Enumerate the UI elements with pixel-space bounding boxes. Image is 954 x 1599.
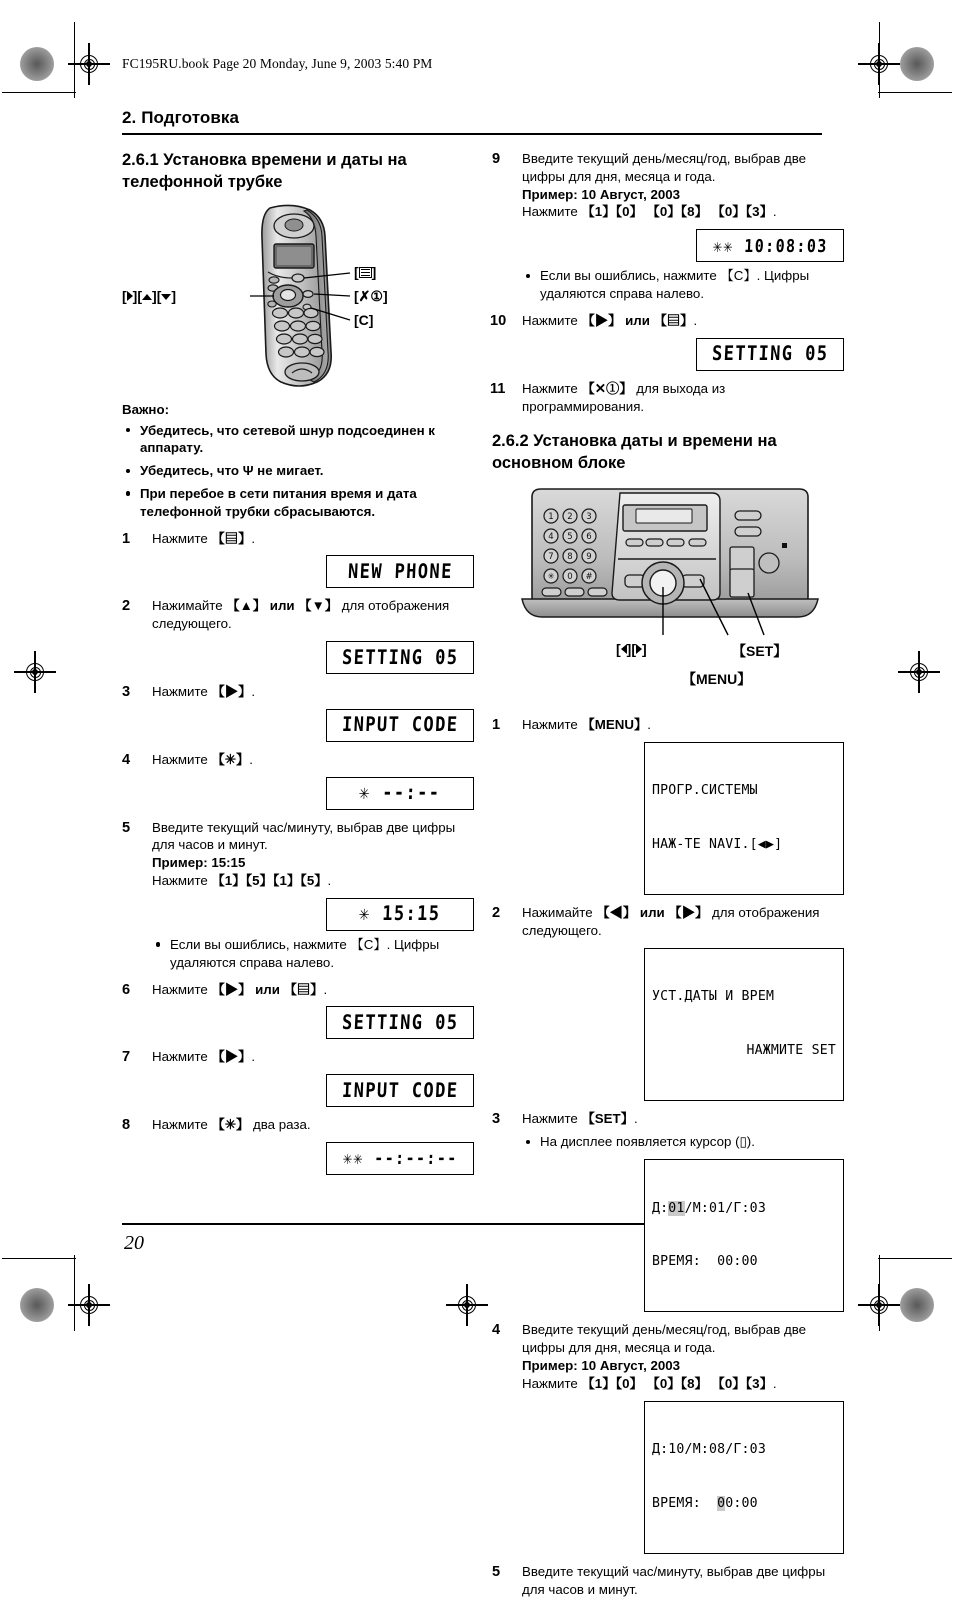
important-item-3: При перебое в сети питания время и дата телефонной трубки сбрасываются. <box>122 485 474 521</box>
lcd-text: INPUT CODE <box>341 713 459 738</box>
lcd-step-1-wrap <box>122 555 474 588</box>
phone-off-icon: ✗① <box>358 287 383 304</box>
lcd-display-2line <box>644 948 844 1102</box>
menu-icon <box>359 267 372 278</box>
halftone-target-bottom-right <box>900 1288 934 1322</box>
step-text: Нажмите <box>152 981 212 997</box>
up-arrow-icon <box>142 294 152 300</box>
halftone-target-top-right <box>900 47 934 81</box>
svg-text:2: 2 <box>567 511 573 522</box>
lcd-display <box>696 229 844 262</box>
lcd-line-1 <box>652 1200 836 1218</box>
svg-text:6: 6 <box>586 531 592 542</box>
lcd2-step-3-wrap <box>492 1159 844 1313</box>
lcd-line-2: НАЖ-ТЕ NAVI.[◀▶] <box>652 836 783 852</box>
step-text: Нажмите <box>152 1117 212 1133</box>
lcd-step-2-wrap <box>122 641 474 674</box>
step-text: Введите текущий день/месяц/год, выбрав две цифры для дня, месяца и года. <box>522 151 807 184</box>
step-text-post: . <box>251 684 256 700</box>
step-keys: 【✳】 <box>211 751 250 767</box>
lcd-text: ✳✳ --:--:-- <box>342 1147 458 1170</box>
crop-mark-bot-left-h <box>2 1258 76 1259</box>
registration-mark-top-right <box>862 47 896 81</box>
step-11 <box>492 380 844 416</box>
lcd-line-1: УСТ.ДАТЫ И ВРЕМ <box>652 989 775 1005</box>
step-text-post: . <box>633 1111 638 1127</box>
svg-text:8: 8 <box>567 551 573 562</box>
right-column <box>492 150 844 1599</box>
base-step-4 <box>492 1321 844 1392</box>
step-text-post: . <box>647 716 651 732</box>
important-item-2: Убедитесь, что Ψ не мигает. <box>122 462 474 480</box>
lcd-line-2: НАЖМИТЕ SET <box>746 1042 836 1058</box>
step-number: 3 <box>492 1111 501 1128</box>
step-3 <box>122 683 474 701</box>
header-rule <box>122 133 822 135</box>
step-2 <box>122 597 474 633</box>
registration-mark-bottom-right <box>862 1288 896 1322</box>
lcd-text: INPUT CODE <box>341 1078 459 1103</box>
lcd-cursor-highlight: 0 <box>717 1495 726 1511</box>
lcd-text: SETTING 05 <box>341 1011 459 1035</box>
step-keys: 【▶】 <box>211 684 252 700</box>
registration-mark-bottom-center <box>450 1288 484 1322</box>
svg-text:#: # <box>585 571 593 582</box>
step-keys: 【SET】 <box>581 1111 634 1127</box>
step-text: Введите текущий час/минуту, выбрав две цифры для часов и минут. <box>152 819 456 853</box>
step-press-keys: 【1】【0】 【0】【8】 【0】【3】 <box>581 204 773 220</box>
step-number: 2 <box>122 598 131 615</box>
base-step-1 <box>492 716 844 734</box>
lcd-step-8-wrap <box>122 1142 474 1175</box>
step-text: Нажмите <box>522 380 582 396</box>
lcd-line-1-prefix: Д: <box>652 1200 669 1216</box>
base-nav-callout-label: [ ][ ] <box>616 640 647 657</box>
step-text: Нажмите <box>522 716 582 732</box>
registration-mark-mid-left <box>18 655 52 689</box>
step-number: 8 <box>122 1117 131 1134</box>
svg-text:✳: ✳ <box>547 571 555 582</box>
section-title-2-6-1: 2.6.1 Установка времени и даты на телефонной трубке <box>122 151 407 191</box>
step-text: Нажмите <box>152 530 212 546</box>
important-heading: Важно: <box>122 401 170 417</box>
svg-text:9: 9 <box>586 551 592 562</box>
lcd-cursor-highlight: 01 <box>668 1200 685 1216</box>
lcd-display <box>326 1006 474 1039</box>
lcd-step-5-wrap <box>122 898 474 931</box>
lcd-text: ✳ --:-- <box>358 781 442 805</box>
handset-nav-callout-label: [ ][ ][ ] <box>122 287 177 304</box>
step-keys: 【✳】 <box>211 1117 250 1133</box>
handset-illustration <box>122 200 474 388</box>
step-keys: 【✕①】 <box>581 380 633 396</box>
step-example: Пример: 15:15 <box>152 855 246 871</box>
step-number: 3 <box>122 684 131 701</box>
handset-clear-callout-label: [C] <box>354 311 374 328</box>
step-press-keys: 【1】【0】 【0】【8】 【0】【3】 <box>581 1375 773 1391</box>
lcd-display <box>326 898 474 931</box>
step-number: 7 <box>122 1049 131 1066</box>
step-keys: 【▶】 или 【▤】 <box>581 312 694 328</box>
lcd2-step-1-wrap <box>492 742 844 896</box>
step-press-text: Нажмите <box>152 873 212 889</box>
lcd-step-6-wrap <box>122 1006 474 1039</box>
step-text-post: . <box>251 1049 256 1065</box>
svg-text:1: 1 <box>548 511 554 522</box>
base-menu-callout-label: 【MENU】 <box>682 670 752 687</box>
step-7 <box>122 1048 474 1066</box>
section-title-2-6-2: 2.6.2 Установка даты и времени на основном блоке <box>492 432 777 473</box>
handset-menu-callout-label: [ ] <box>354 263 377 280</box>
step-number: 10 <box>490 312 507 329</box>
svg-text:7: 7 <box>548 551 554 562</box>
base-unit-drawing <box>492 483 844 643</box>
handset-off-callout-label: [✗①] <box>354 287 388 304</box>
lcd-step-3-wrap <box>122 709 474 742</box>
lcd-line-2 <box>652 1495 836 1513</box>
step-number: 6 <box>122 981 131 998</box>
halftone-target-bottom-left <box>20 1288 54 1322</box>
step-number: 4 <box>492 1322 501 1339</box>
base-unit-illustration <box>492 483 844 698</box>
step-keys: 【◀】 или 【▶】 <box>596 905 709 921</box>
lcd-display-2line <box>644 742 844 896</box>
lcd-text: ✳✳ 10:08:03 <box>712 235 828 257</box>
down-arrow-icon <box>161 294 171 300</box>
step-10 <box>492 312 844 330</box>
step-text: Введите текущий день/месяц/год, выбрав две цифры для дня, месяца и года. <box>522 1322 807 1356</box>
step-example: Пример: 10 Август, 2003 <box>522 1358 681 1374</box>
lcd-display <box>326 641 474 674</box>
step-text: Введите текущий час/минуту, выбрав две цифры для часов и минут. <box>522 1564 826 1597</box>
step-text-post: два раза. <box>249 1117 311 1133</box>
lcd-step-10-wrap <box>492 338 844 371</box>
lcd-text: SETTING 05 <box>711 342 829 366</box>
crop-mark-left-h <box>2 92 76 93</box>
lcd-display <box>326 709 474 742</box>
step-text: Нажмите <box>522 312 582 328</box>
lcd-step-7-wrap <box>122 1074 474 1107</box>
lcd-display <box>326 1074 474 1107</box>
step-1 <box>122 530 474 548</box>
important-item-1: Убедитесь, что сетевой шнур подсоединен к аппарату. <box>122 422 474 458</box>
svg-text:4: 4 <box>548 531 554 542</box>
lcd2-step-4-wrap <box>492 1401 844 1555</box>
chapter-title: 2. Подготовка <box>122 108 240 127</box>
step-keys: 【▲】 или 【▼】 <box>226 598 339 614</box>
halftone-target-top-left <box>20 47 54 81</box>
step-number: 5 <box>492 1564 501 1581</box>
step-text-post: для отображения следующего. <box>522 905 820 938</box>
step-text: Нажмите <box>522 1111 582 1127</box>
step-number: 4 <box>122 751 131 768</box>
step-text: Нажмите <box>152 1049 212 1065</box>
base-set-callout-label: 【SET】 <box>732 642 788 659</box>
lcd-text: SETTING 05 <box>341 645 459 670</box>
step-text-post: . <box>251 530 256 546</box>
lcd-display <box>696 338 844 371</box>
step-8 <box>122 1116 474 1134</box>
step-text-post: . <box>323 981 328 997</box>
step-keys: 【MENU】 <box>581 716 648 732</box>
step-press-post: . <box>327 873 332 889</box>
step-text: Нажимайте <box>522 905 597 921</box>
registration-mark-bottom-left <box>72 1288 106 1322</box>
step-press-text: Нажмите <box>522 204 582 220</box>
book-source-line: FC195RU.book Page 20 Monday, June 9, 2003 5:40 PM <box>122 56 433 71</box>
registration-mark-top-left <box>72 47 106 81</box>
lcd-display <box>326 777 474 810</box>
base-step-3 <box>492 1110 844 1151</box>
lcd-step-9-wrap <box>492 229 844 262</box>
step-number: 11 <box>490 380 506 397</box>
base-step-5 <box>492 1563 844 1599</box>
step-press-text: Нажмите <box>522 1375 582 1391</box>
step-6 <box>122 981 474 999</box>
lcd-line-1-suffix: /М:01/Г:03 <box>684 1200 766 1216</box>
lcd-line-1: ПРОГР.СИСТЕМЫ <box>652 783 758 799</box>
lcd-step-4-wrap <box>122 777 474 810</box>
lcd-display-2line <box>644 1401 844 1555</box>
crop-mark-right-h <box>878 92 952 93</box>
step-press-post: . <box>772 1375 777 1391</box>
step-number: 5 <box>122 819 131 836</box>
lcd-text: ✳ 15:15 <box>358 902 442 927</box>
registration-mark-mid-right <box>902 655 936 689</box>
lcd-display <box>326 555 474 588</box>
lcd-line-2-prefix: ВРЕМЯ: <box>652 1495 718 1511</box>
svg-text:3: 3 <box>586 511 592 522</box>
step-text-post: для отображения следующего. <box>152 598 450 632</box>
lcd-line-2-suffix: 0:00 <box>725 1495 758 1511</box>
lcd2-step-2-wrap <box>492 948 844 1102</box>
left-column <box>122 150 474 1175</box>
step-keys: 【▶】 или 【▤】 <box>211 981 324 997</box>
page-number: 20 <box>124 1232 144 1254</box>
step-text: Нажмите <box>152 751 212 767</box>
step-text: Нажмите <box>152 684 212 700</box>
step-press-post: . <box>772 204 777 220</box>
note-error-right: Если вы ошиблись, нажмите 【C】. Цифры удаляются справа налево. <box>522 267 844 303</box>
step-number: 1 <box>122 530 131 547</box>
crop-mark-bot-right-h <box>878 1258 952 1259</box>
step-9 <box>492 150 844 221</box>
step-text: Нажимайте <box>152 598 227 614</box>
lcd-display <box>326 1142 474 1175</box>
step-number: 1 <box>492 716 501 733</box>
note-error-left: Если вы ошиблись, нажмите 【C】. Цифры удаляются справа налево. <box>152 936 474 972</box>
svg-text:5: 5 <box>567 531 573 542</box>
step-keys: 【▶】 <box>211 1049 252 1065</box>
step-4 <box>122 751 474 769</box>
step-keys: 【▤】 <box>211 530 252 546</box>
svg-text:0: 0 <box>567 571 573 582</box>
lcd-text: NEW PHONE <box>347 560 453 584</box>
lcd-line-2: ВРЕМЯ: 00:00 <box>652 1253 758 1269</box>
step-number: 2 <box>492 905 501 922</box>
step-text-post: . <box>249 751 253 767</box>
step-text-post: для выхода из программирования. <box>522 380 726 414</box>
step-text-post: . <box>693 312 698 328</box>
step-5 <box>122 819 474 890</box>
step-press-keys: 【1】【5】【1】【5】 <box>211 873 328 889</box>
lcd-display-2line <box>644 1159 844 1313</box>
step-number: 9 <box>492 151 501 167</box>
base-step-3-note: На дисплее появляется курсор (▯). <box>522 1133 844 1151</box>
base-step-2 <box>492 904 844 940</box>
lcd-line-1: Д:10/М:08/Г:03 <box>652 1442 766 1458</box>
step-example: Пример: 10 Август, 2003 <box>522 186 681 202</box>
